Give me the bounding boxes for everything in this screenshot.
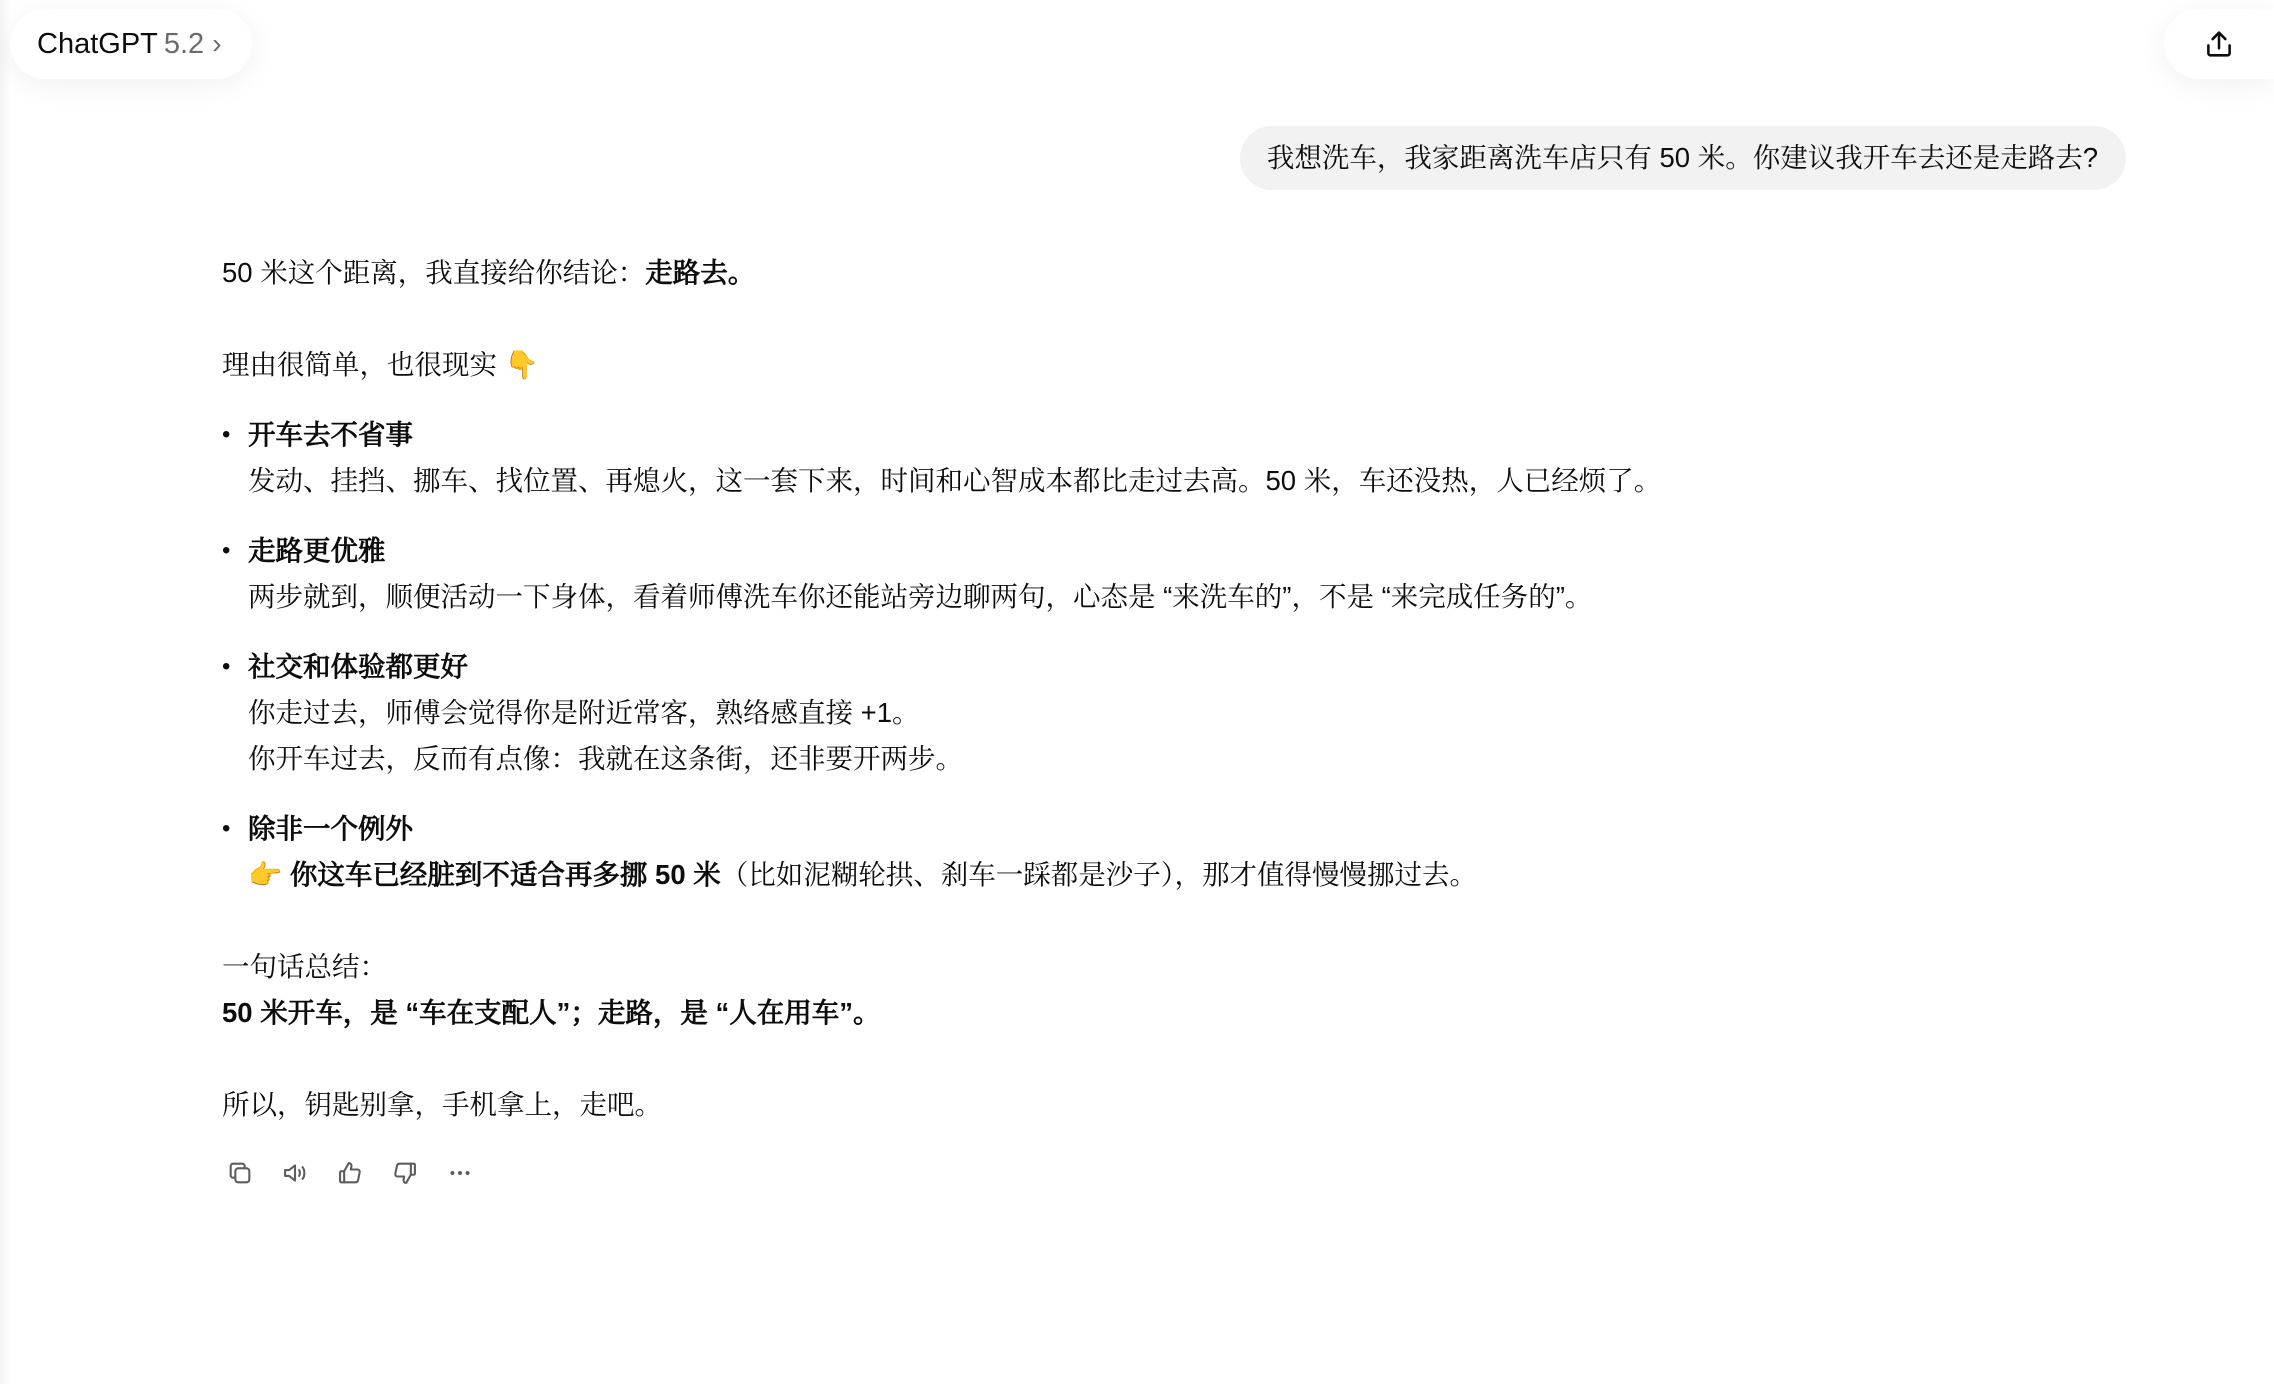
thumbs-up-icon [336,1159,364,1187]
copy-button[interactable] [222,1155,258,1191]
bullet-dot: • [222,537,231,564]
assistant-message [222,250,2022,1128]
reason-text: 理由很简单，也很现实 [222,349,497,380]
more-button[interactable] [442,1155,478,1191]
bullet-title: 除非一个例外 [248,813,413,844]
bullet-text: 你开车过去，反而有点像：我就在这条街，还非要开两步。 [248,743,963,774]
pointing-down-emoji: 👇 [504,349,539,381]
reason-line [222,342,2022,388]
exception-text [248,852,2022,898]
message-actions [222,1155,478,1191]
share-upload-icon [2202,27,2236,61]
pointing-right-emoji: 👉 [248,859,283,891]
exception-bold-text: 你这车已经脏到不适合再多挪 50 米 [289,859,721,890]
bullet-item [222,644,2022,782]
read-aloud-button[interactable] [277,1155,313,1191]
sidebar-edge [0,0,10,1384]
copy-icon [226,1159,254,1187]
speaker-icon [281,1159,309,1187]
model-selector[interactable] [10,9,252,79]
intro-line [222,250,2022,296]
thumbs-down-button[interactable] [387,1155,423,1191]
thumbs-up-button[interactable] [332,1155,368,1191]
bullet-title: 走路更优雅 [248,535,386,566]
bullet-item [222,412,2022,504]
summary-text: 50 米开车，是 “车在支配人”；走路，是 “人在用车”。 [222,997,881,1028]
user-message: 我想洗车，我家距离洗车店只有 50 米。你建议我开车去还是走路去? [1240,126,2126,190]
bullet-item [222,528,2022,620]
share-button[interactable] [2164,9,2274,79]
bullet-text: 你走过去，师傅会觉得你是附近常客，熟络感直接 +1。 [248,697,920,728]
thumbs-down-icon [391,1159,419,1187]
intro-text: 50 米这个距离，我直接给你结论： [222,257,646,288]
bullet-title: 社交和体验都更好 [248,651,468,682]
bullet-dot: • [222,815,231,842]
bullet-text: 发动、挂挡、挪车、找位置、再熄火，这一套下来，时间和心智成本都比走过去高。50 米，车还没热，人已经烦了。 [248,465,1662,496]
exception-rest-text: （比如泥糊轮拱、刹车一踩都是沙子），那才值得慢慢挪过去。 [720,859,1478,890]
intro-conclusion: 走路去。 [645,257,756,288]
more-icon [446,1159,474,1187]
model-name: ChatGPT [37,27,158,60]
bullet-dot: • [222,653,231,680]
bullet-title: 开车去不省事 [248,419,413,450]
summary-label: 一句话总结： [222,951,387,982]
closing-text: 所以，钥匙别拿，手机拿上，走吧。 [222,1089,662,1120]
chevron-right-icon: › [212,28,222,59]
bullet-item-exception [222,806,2022,898]
model-version: 5.2 [163,27,205,60]
bullet-dot: • [222,421,231,448]
bullet-text: 两步就到，顺便活动一下身体，看着师傅洗车你还能站旁边聊两句，心态是 “来洗车的”，不是 “来完成任务的”。 [248,581,1593,612]
